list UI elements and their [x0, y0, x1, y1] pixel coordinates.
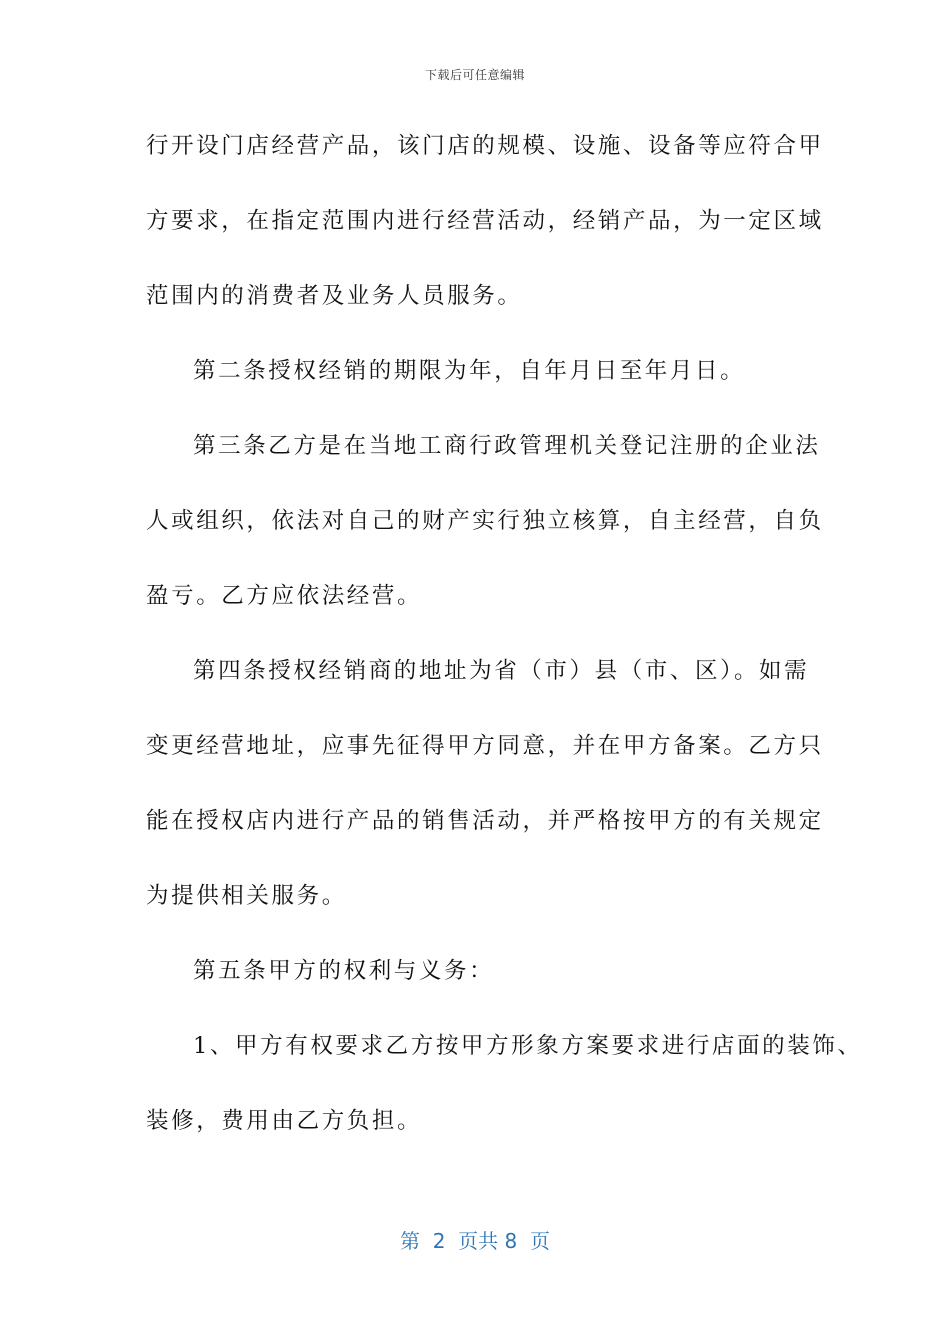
text-line: 变更经营地址，应事先征得甲方同意，并在甲方备案。乙方只 — [146, 733, 824, 759]
text-line: 第五条甲方的权利与义务： — [193, 958, 495, 984]
document-body — [146, 124, 863, 1174]
text-line: 装修，费用由乙方负担。 — [146, 1108, 423, 1134]
text-line: 盈亏。乙方应依法经营。 — [146, 583, 423, 609]
text-line: 方要求，在指定范围内进行经营活动，经销产品，为一定区域 — [146, 208, 824, 234]
text-line: 第二条授权经销的期限为年，自年月日至年月日。 — [193, 358, 746, 384]
text-line: 第四条授权经销商的地址为省（市）县（市、区）。如需 — [193, 658, 810, 684]
text-line: 行开设门店经营产品，该门店的规模、设施、设备等应符合甲 — [146, 133, 824, 159]
header-note: 下载后可任意编辑 — [424, 68, 525, 82]
page-number-footer: 第 2 页共 8 页 — [400, 1229, 550, 1253]
text-line: 范围内的消费者及业务人员服务。 — [146, 283, 523, 309]
text-line: 为提供相关服务。 — [146, 883, 347, 909]
text-line: 人或组织，依法对自己的财产实行独立核算，自主经营，自负 — [146, 508, 824, 534]
text-line: 第三条乙方是在当地工商行政管理机关登记注册的企业法 — [193, 433, 821, 459]
text-line: 能在授权店内进行产品的销售活动，并严格按甲方的有关规定 — [146, 808, 824, 834]
text-line: 1、甲方有权要求乙方按甲方形象方案要求进行店面的装饰、 — [193, 1033, 863, 1059]
